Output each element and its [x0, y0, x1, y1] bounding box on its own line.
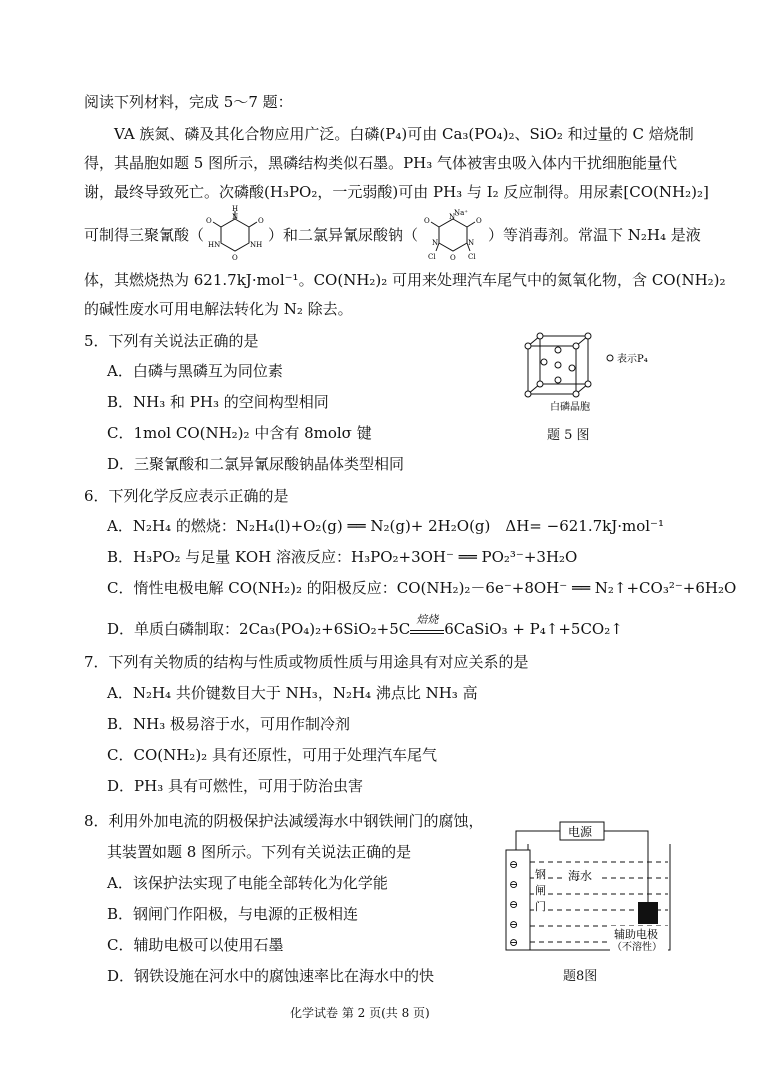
page-footer: 化学试卷 第 2 页(共 8 页) — [290, 1006, 430, 1020]
electron-4: ⊖ — [509, 918, 519, 931]
q7-option-a: A．N₂H₄ 共价键数目大于 NH₃，N₂H₄ 沸点比 NH₃ 高 — [107, 684, 478, 702]
q6-d-left: D．单质白磷制取：2Ca₃(PO₄)₂+6SiO₂+5C — [107, 620, 411, 638]
q6-stem: 6．下列化学反应表示正确的是 — [84, 487, 289, 505]
q5-option-a: A．白磷与黑磷互为同位素 — [107, 362, 283, 380]
intro: 阅读下列材料，完成 5～7 题： — [84, 93, 293, 111]
q8-stem-line-2: 其装置如题 8 图所示。下列有关说法正确的是 — [107, 843, 412, 861]
q6-option-b: B．H₃PO₂ 与足量 KOH 溶液反应：H₃PO₂+3OH⁻ ══ PO₂³⁻+3H₂O — [107, 548, 578, 566]
passage-line-6: 的碱性废水可用电解法转化为 N₂ 除去。 — [84, 300, 353, 318]
q7-stem: 7．下列有关物质的结构与性质或物质性质与用途具有对应关系的是 — [84, 653, 529, 671]
unit-cell-label: 白磷晶胞 — [550, 402, 590, 413]
struct-h-top: H — [232, 205, 239, 213]
aux-electrode-label: 辅助电极 — [614, 928, 658, 941]
struct-cl-right: Cl — [468, 253, 476, 261]
q5-figure-caption: 题 5 图 — [547, 428, 590, 443]
q5-stem: 5．下列有关说法正确的是 — [84, 332, 259, 350]
electron-5: ⊖ — [509, 936, 519, 949]
q6-option-a: A．N₂H₄ 的燃烧：N₂H₄(l)+O₂(g) ══ N₂(g)+ 2H₂O(g) ΔH= −621.7kJ·mol⁻¹ — [107, 517, 664, 535]
q8-option-c: C．辅助电极可以使用石墨 — [107, 936, 284, 954]
passage-line-4b: ）和二氯异氰尿酸钠（ — [268, 226, 419, 244]
struct-o-right: O — [258, 217, 264, 225]
q6-d-arrow — [410, 613, 444, 634]
passage-line-3: 谢，最终导致死亡。次磷酸(H₃PO₂，一元弱酸)可由 PH₃ 与 I₂ 反应制得。用尿素[CO(NH₂)₂] — [84, 183, 709, 201]
struct-n-left: N — [432, 239, 439, 247]
q7-option-b: B．NH₃ 极易溶于水，可用作制冷剂 — [107, 715, 351, 733]
struct-o-right-2: O — [476, 217, 482, 225]
q6-d-condition: 焙烧 — [416, 613, 439, 626]
white-phosphorus-unit-cell — [520, 332, 700, 422]
electron-3: ⊖ — [509, 898, 519, 911]
q5-option-b: B．NH₃ 和 PH₃ 的空间构型相同 — [107, 393, 329, 411]
struct-o-left: O — [206, 217, 212, 225]
struct-o-bottom-2: O — [450, 254, 456, 262]
struct-n-right: N — [468, 239, 475, 247]
passage-line-2: 得，其晶胞如题 5 图所示，黑磷结构类似石墨。PH₃ 气体被害虫吸入体内干扰细胞能量代 — [84, 154, 678, 172]
aux-electrode-note: （不溶性） — [612, 942, 662, 953]
struct-n-minus: N⁻ — [449, 213, 459, 221]
q7-option-d: D．PH₃ 具有可燃性，可用于防治虫害 — [107, 777, 363, 795]
q5-option-d: D．三聚氰酸和二氯异氰尿酸钠晶体类型相同 — [107, 455, 405, 473]
q8-option-d: D．钢铁设施在河水中的腐蚀速率比在海水中的快 — [107, 967, 435, 985]
gate-label-2: 闸 — [535, 884, 546, 897]
seawater-label: 海水 — [568, 869, 593, 883]
q8-figure-caption: 题8图 — [563, 969, 598, 984]
cyanuric-acid-structure — [200, 205, 270, 263]
passage-line-4a: 可制得三聚氰酸（ — [84, 226, 205, 244]
q6-d-right: 6CaSiO₃ + P₄↑+5CO₂↑ — [444, 620, 623, 638]
power-source-label: 电源 — [568, 825, 593, 839]
legend-p4-marker — [607, 355, 613, 361]
struct-cl-left: Cl — [428, 253, 436, 261]
struct-nh: NH — [250, 241, 263, 249]
q7-option-c: C．CO(NH₂)₂ 具有还原性，可用于处理汽车尾气 — [107, 746, 437, 764]
electron-2: ⊖ — [509, 878, 519, 891]
struct-o-left-2: O — [424, 217, 430, 225]
cathodic-protection-figure — [500, 820, 690, 960]
passage-line-5: 体，其燃烧热为 621.7kJ·mol⁻¹。CO(NH₂)₂ 可用来处理汽车尾气中的氮氧化物，含 CO(NH₂)₂ — [84, 271, 726, 289]
passage-line-1: VA 族氮、磷及其化合物应用广泛。白磷(P₄)可由 Ca₃(PO₄)₂、SiO₂ 和过量的 C 焙烧制 — [114, 125, 694, 143]
auxiliary-electrode — [638, 902, 658, 924]
q6-option-d — [107, 613, 623, 639]
dichloroisocyanurate-structure — [418, 205, 490, 263]
struct-na: Na⁺ — [454, 209, 468, 217]
legend-p4-label: 表示P₄ — [617, 354, 648, 365]
q5-option-c: C．1mol CO(NH₂)₂ 中含有 8molσ 键 — [107, 424, 372, 442]
struct-o-bottom: O — [232, 254, 238, 262]
gate-label-1: 钢 — [535, 868, 546, 881]
q6-option-c: C．惰性电极电解 CO(NH₂)₂ 的阳极反应：CO(NH₂)₂－6e⁻+8OH⁻ ══ N₂↑+CO₃²⁻+6H₂O — [107, 579, 737, 597]
q8-option-a: A．该保护法实现了电能全部转化为化学能 — [107, 874, 388, 892]
gate-label-3: 门 — [535, 900, 546, 913]
passage-line-4c: ）等消毒剂。常温下 N₂H₄ 是液 — [488, 226, 701, 244]
struct-n-top: N — [232, 213, 239, 221]
struct-hn: HN — [208, 241, 221, 249]
q8-option-b: B．钢闸门作阳极，与电源的正极相连 — [107, 905, 359, 923]
electron-1: ⊖ — [509, 858, 519, 871]
q8-stem-line-1: 8．利用外加电流的阴极保护法减缓海水中钢铁闸门的腐蚀， — [84, 812, 484, 830]
